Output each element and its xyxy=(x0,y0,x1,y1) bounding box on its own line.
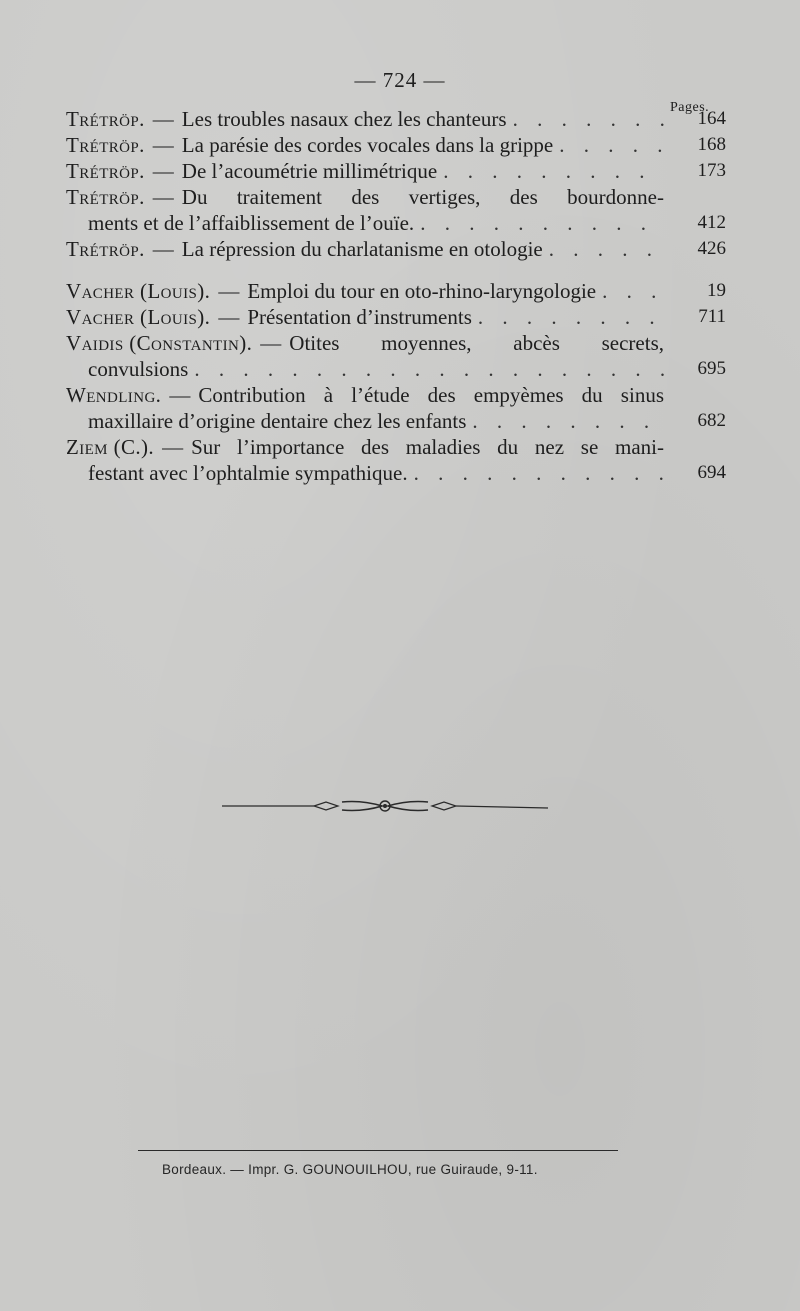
entry-dash: — xyxy=(152,185,174,209)
entry-title-continued: festant avec l’ophtalmie sympathique. xyxy=(88,461,408,485)
fleuron-divider-icon xyxy=(222,796,548,822)
index-entry xyxy=(66,330,726,382)
dot-leader xyxy=(549,236,664,262)
entry-title: Du traitement des vertiges, des bourdonne- xyxy=(181,185,664,209)
entry-page: 19 xyxy=(707,280,726,301)
index-entry xyxy=(66,304,726,330)
entry-title: Otites moyennes, abcès secrets, xyxy=(289,331,664,355)
index-entry xyxy=(66,236,726,262)
entry-author: Trétröp. xyxy=(66,185,145,209)
entry-dash: — xyxy=(152,159,174,183)
entry-author: Trétröp. xyxy=(66,237,145,261)
entry-dash: — xyxy=(218,305,240,329)
index-entry xyxy=(66,106,726,132)
entry-page: 426 xyxy=(697,238,726,259)
entry-author: Trétröp. xyxy=(66,107,145,131)
author-index xyxy=(66,106,726,486)
dot-leader xyxy=(513,106,664,132)
dot-leader xyxy=(478,304,664,330)
entry-author: Wendling. xyxy=(66,383,162,407)
entry-author: Vaidis (Constantin). xyxy=(66,331,253,355)
printer-imprint: Bordeaux. — Impr. G. GOUNOUILHOU, rue Guiraude, 9-11. xyxy=(162,1162,538,1177)
index-entry xyxy=(66,382,726,434)
entry-page: 694 xyxy=(697,462,726,483)
entry-dash: — xyxy=(152,107,174,131)
entry-title: La répression du charlatanisme en otologie xyxy=(181,237,543,261)
footer-rule xyxy=(138,1150,618,1151)
entry-title-continued: ments et de l’affaiblissement de l’ouïe. xyxy=(88,211,415,235)
entry-title-continued: maxillaire d’origine dentaire chez les enfants xyxy=(88,409,467,433)
entry-title: Emploi du tour en oto-rhino-laryngologie xyxy=(247,279,597,303)
entry-dash: — xyxy=(152,133,174,157)
entry-title: Contribution à l’étude des empyèmes du sinus xyxy=(198,383,664,407)
entry-page: 164 xyxy=(697,108,726,129)
entry-title-continued: convulsions xyxy=(88,357,189,381)
entry-title: De l’acoumétrie millimétrique xyxy=(181,159,438,183)
entry-dash: — xyxy=(260,331,282,355)
entry-author: Vacher (Louis). xyxy=(66,305,211,329)
index-entry xyxy=(66,158,726,184)
dot-leader xyxy=(414,460,664,486)
entry-author: Ziem (C.). xyxy=(66,435,155,459)
dot-leader xyxy=(472,408,664,434)
index-entry xyxy=(66,278,726,304)
entry-page: 711 xyxy=(698,306,726,327)
entry-author: Trétröp. xyxy=(66,159,145,183)
dot-leader xyxy=(559,132,664,158)
entry-dash: — xyxy=(162,435,184,459)
index-entry xyxy=(66,184,726,236)
entry-page: 173 xyxy=(697,160,726,181)
entry-dash: — xyxy=(169,383,191,407)
entry-title: La parésie des cordes vocales dans la grippe xyxy=(181,133,554,157)
entry-title: Sur l’importance des maladies du nez se mani- xyxy=(191,435,664,459)
entry-page: 412 xyxy=(697,212,726,233)
dot-leader xyxy=(443,158,664,184)
entry-title: Présentation d’instruments xyxy=(247,305,472,329)
entry-author: Vacher (Louis). xyxy=(66,279,211,303)
entry-page: 168 xyxy=(697,134,726,155)
entry-dash: — xyxy=(218,279,240,303)
entry-title: Les troubles nasaux chez les chanteurs xyxy=(181,107,507,131)
dot-leader xyxy=(602,278,664,304)
entry-dash: — xyxy=(152,237,174,261)
entry-page: 695 xyxy=(697,358,726,379)
entry-page: 682 xyxy=(697,410,726,431)
entry-author: Trétröp. xyxy=(66,133,145,157)
pages-column-label: Pages. xyxy=(670,100,710,115)
page-number: — 724 — xyxy=(354,68,446,92)
index-entry xyxy=(66,434,726,486)
index-entry xyxy=(66,132,726,158)
dot-leader xyxy=(194,356,664,382)
dot-leader xyxy=(420,210,664,236)
